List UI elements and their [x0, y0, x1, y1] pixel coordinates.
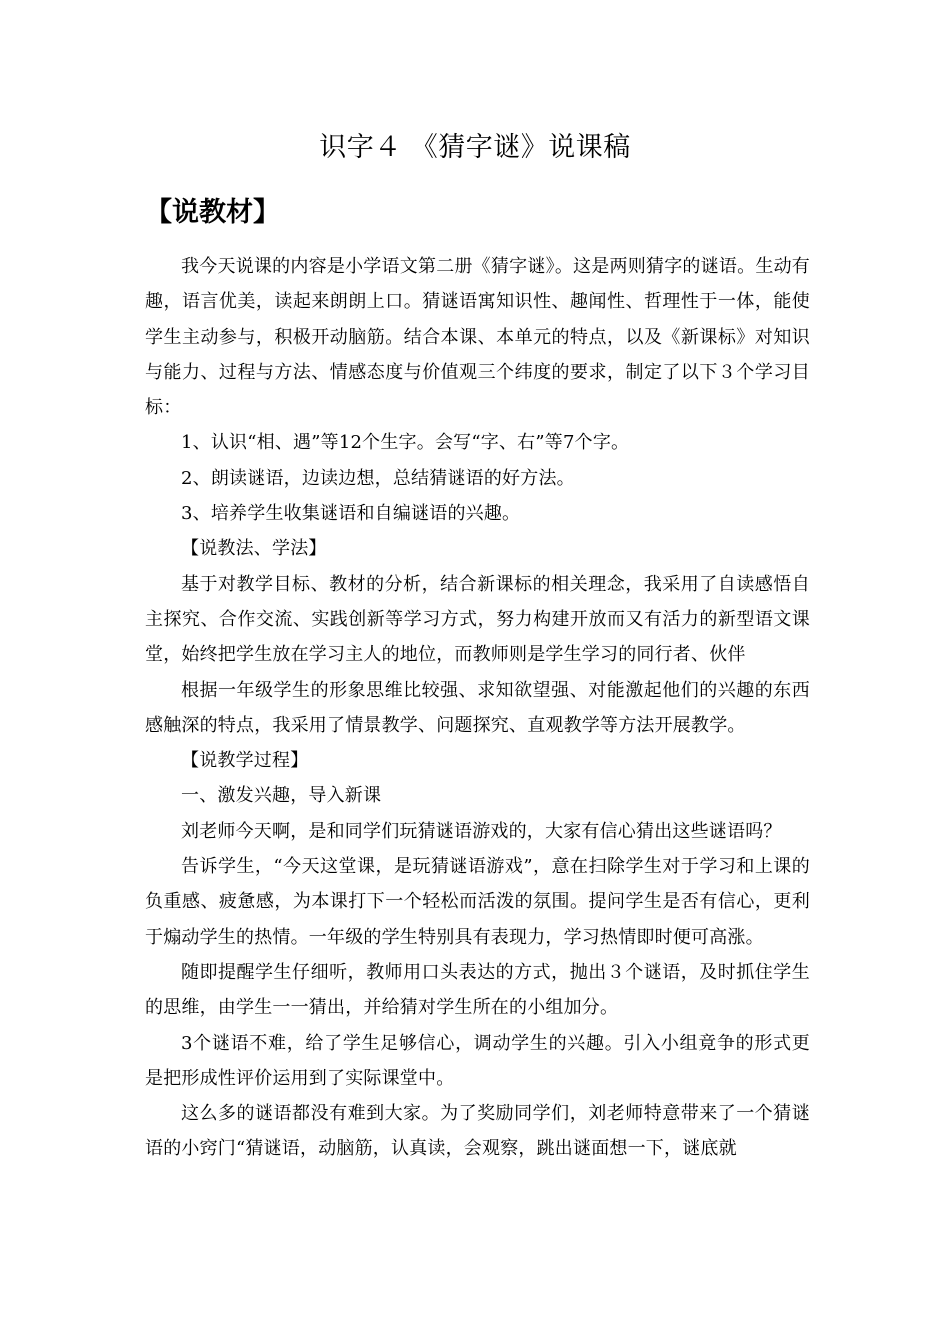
paragraph-goal-2: 2、朗读谜语，边读边想，总结猜谜语的好方法。 [181, 467, 575, 489]
paragraph-step-1-heading: 一、激发兴趣，导入新课 [181, 785, 382, 807]
paragraph-goal-1: 1、认识“相、遇”等12个生字。会写“字、右”等7个字。 [181, 432, 630, 454]
paragraph-methods-1: 基于对教学目标、教材的分析，结合新课标的相关理念，我采用了自读感悟自主探究、合作交流、实践创新等学习方式，努力构建开放而又有活力的新型语文课堂，始终把学生放在学习主人的地位，而教师则是学生学习的同行者、伙伴 [145, 573, 810, 666]
paragraph-process-2: 告诉学生，“今天这堂课，是玩猜谜语游戏”，意在扫除学生对于学习和上课的负重感、疲惫感，为本课打下一个轻松而活泼的氛围。提问学生是否有信心，更利于煽动学生的热情。一年级的学生特别具有表现力，学习热情即时便可高涨。 [145, 856, 810, 948]
paragraph-process-3: 随即提醒学生仔细听，教师用口头表达的方式，抛出３个谜语，及时抓住学生的思维，由学生一一猜出，并给猜对学生所在的小组加分。 [145, 961, 810, 1019]
subheading-process: 【说教学过程】 [181, 750, 309, 772]
subheading-methods: 【说教法、学法】 [181, 538, 327, 560]
paragraph-methods-2: 根据一年级学生的形象思维比较强、求知欲望强、对能激起他们的兴趣的东西感触深的特点，我采用了情景教学、问题探究、直观教学等方法开展教学。 [145, 679, 810, 736]
paragraph-process-5: 这么多的谜语都没有难到大家。为了奖励同学们，刘老师特意带来了一个猜谜语的小窍门“猜谜语，动脑筋，认真读，会观察，跳出谜面想一下，谜底就 [145, 1103, 810, 1160]
paragraph-process-1: 刘老师今天啊，是和同学们玩猜谜语游戏的，大家有信心猜出这些谜语吗？ [181, 820, 782, 842]
paragraph-goal-3: 3、培养学生收集谜语和自编谜语的兴趣。 [181, 503, 521, 525]
paragraph-process-4: 3个谜语不难，给了学生足够信心，调动学生的兴趣。引入小组竟争的形式更是把形成性评价运用到了实际课堂中。 [145, 1032, 810, 1089]
paragraph-intro: 我今天说课的内容是小学语文第二册《猜字谜》。这是两则猜字的谜语。生动有趣，语言优美，读起来朗朗上口。猜谜语寓知识性、趣闻性、哲理性于一体，能使学生主动参与，积极开动脑筋。结合本课、本单元的特点，以及《新课标》对知识与能力、过程与方法、情感态度与价值观三个纬度的要求，制定了以下３个学习目标： [145, 256, 810, 419]
section-heading-textbook: 【说教材】 [145, 197, 280, 228]
document-title: 识字４ 《猜字谜》说课稿 [319, 132, 631, 163]
document-body [145, 249, 810, 1167]
